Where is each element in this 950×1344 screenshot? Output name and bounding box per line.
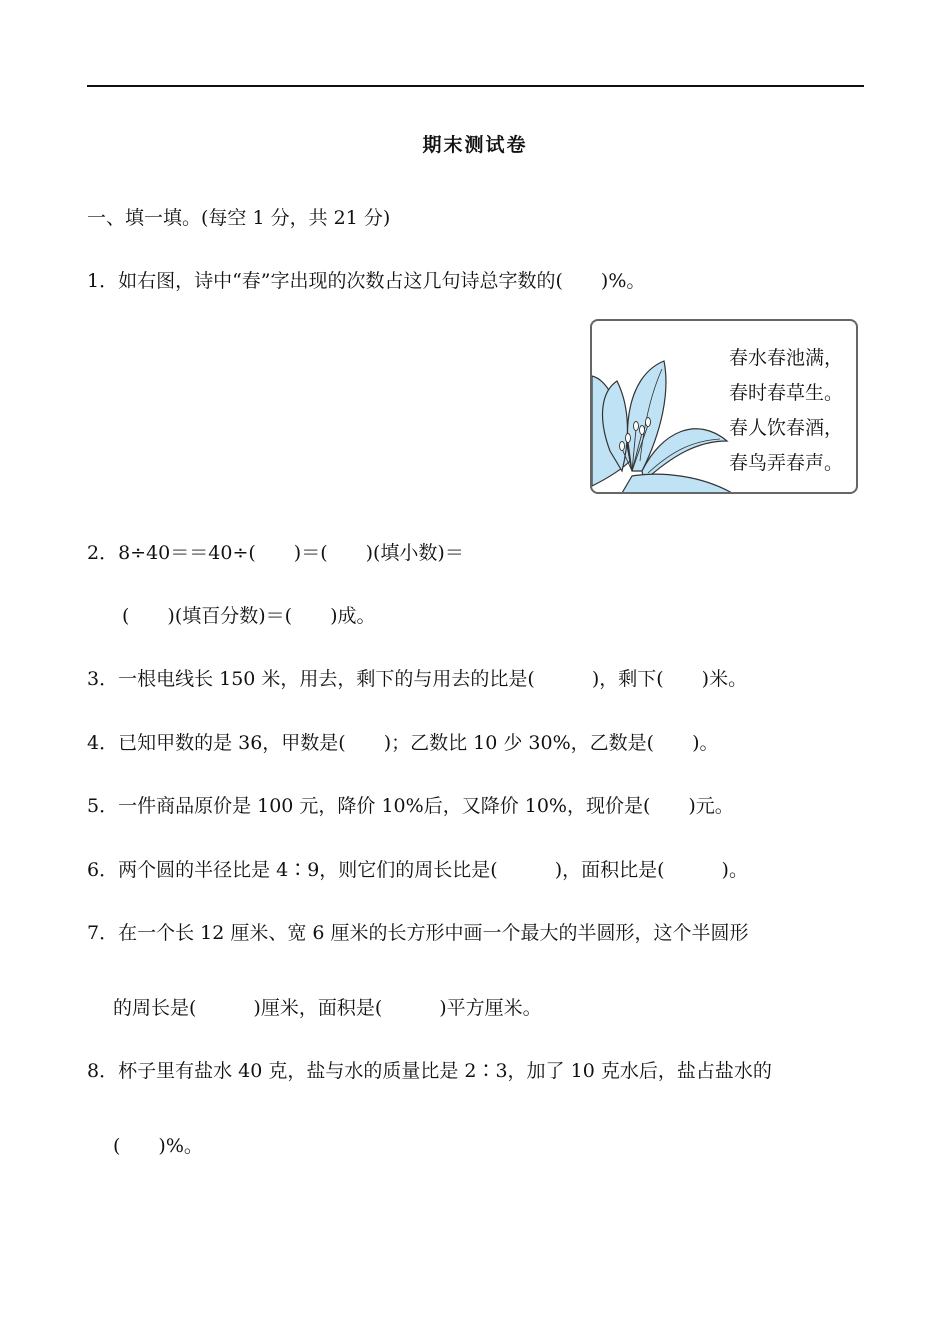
question-6: 6．两个圆的半径比是 4∶9，则它们的周长比是( )，面积比是( )。	[87, 859, 748, 881]
page-title: 期末测试卷	[422, 134, 528, 156]
question-4: 4．已知甲数的是 36，甲数是( )；乙数比 10 少 30%，乙数是( )。	[87, 732, 719, 754]
poem-figure	[590, 319, 858, 494]
question-5: 5．一件商品原价是 100 元，降价 10%后，又降价 10%，现价是( )元。	[87, 795, 734, 817]
section-heading: 一、填一填。(每空 1 分，共 21 分)	[87, 207, 391, 229]
question-7-line-2: 的周长是( )厘米，面积是( )平方厘米。	[113, 997, 542, 1019]
question-2-line-2: ( )(填百分数)＝( )成。	[122, 605, 376, 627]
petal-bottom	[622, 474, 732, 493]
question-8-line-1: 8．杯子里有盐水 40 克，盐与水的质量比是 2∶3，加了 10 克水后，盐占盐水的	[87, 1060, 772, 1082]
top-rule	[87, 85, 864, 87]
question-2-line-1: 2．8÷40＝＝40÷( )＝( )(填小数)＝	[87, 542, 464, 564]
poem-line: 春鸟弄春声。	[729, 452, 844, 474]
question-1: 1．如右图，诗中“春”字出现的次数占这几句诗总字数的( )%。	[87, 270, 646, 292]
poem-line: 春人饮春酒，	[729, 417, 844, 439]
poem-text	[729, 341, 843, 481]
question-8-line-2: ( )%。	[113, 1135, 203, 1157]
poem-line: 春时春草生。	[729, 382, 844, 404]
question-3: 3．一根电线长 150 米，用去，剩下的与用去的比是( )，剩下( )米。	[87, 668, 748, 690]
lily-flower-illustration	[592, 321, 752, 494]
poem-line: 春水春池满，	[729, 347, 844, 369]
question-7-line-1: 7．在一个长 12 厘米、宽 6 厘米的长方形中画一个最大的半圆形，这个半圆形	[87, 922, 749, 944]
